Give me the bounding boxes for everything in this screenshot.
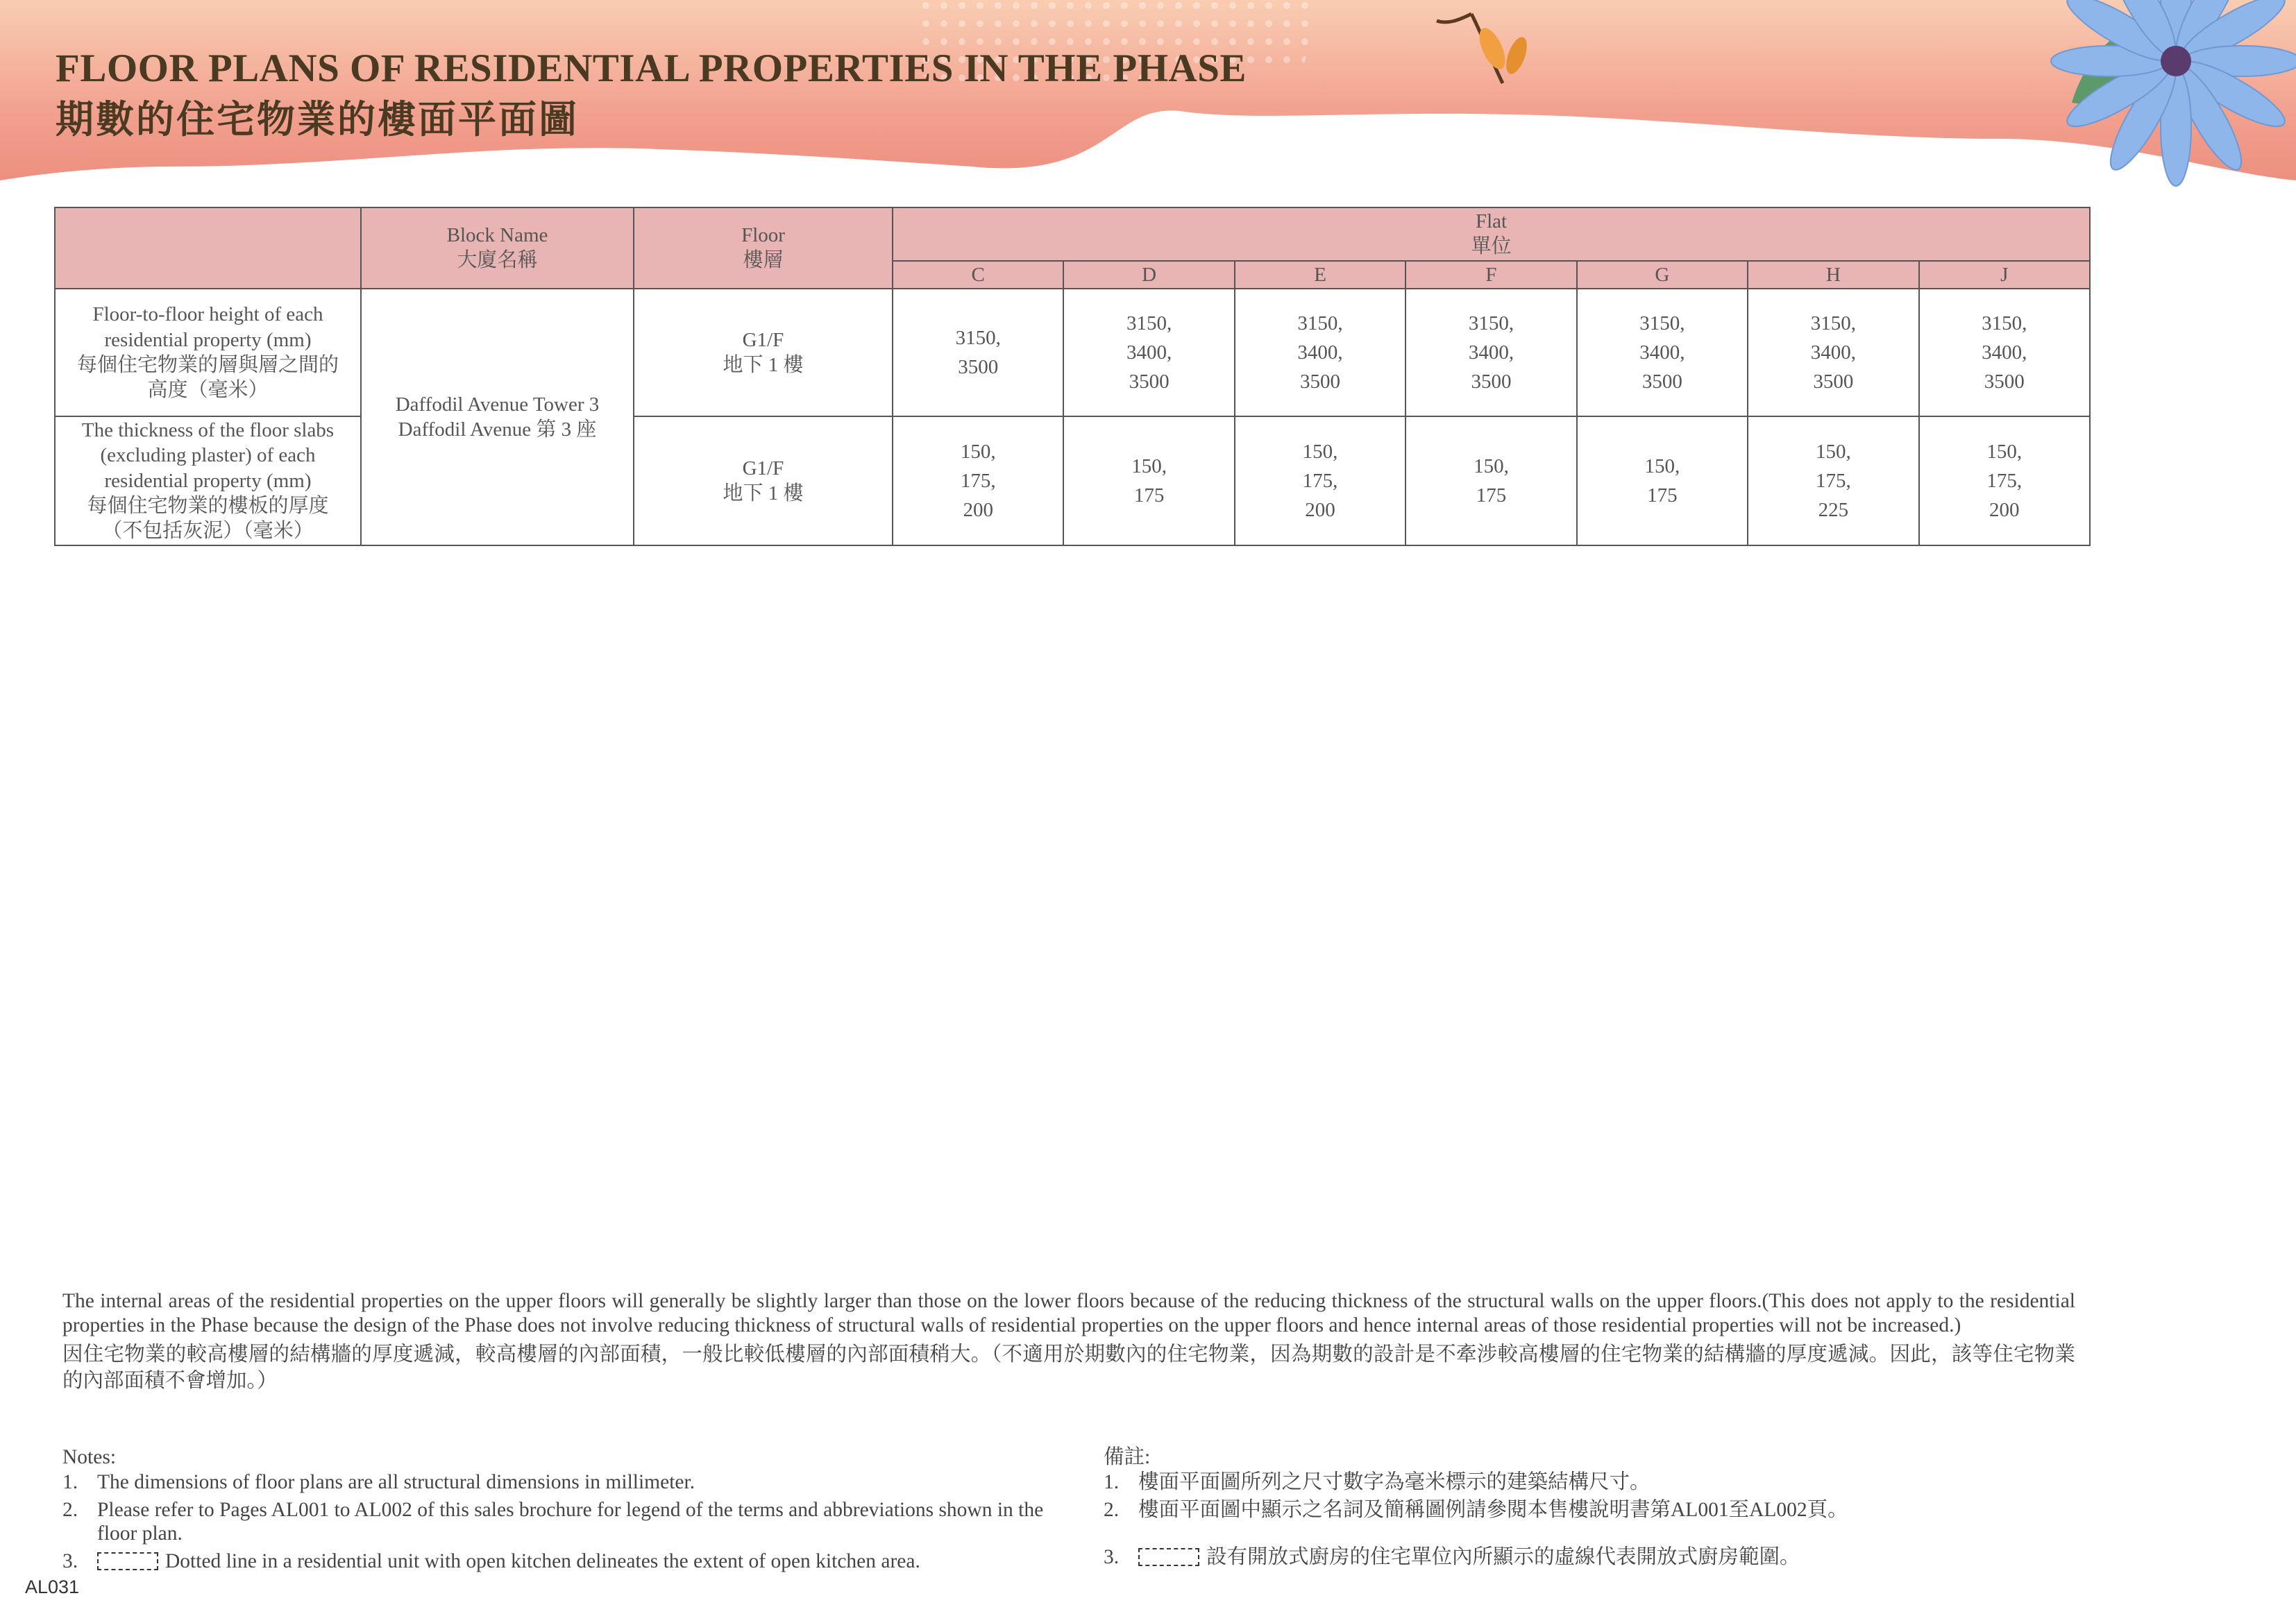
block-name-cell: Daffodil Avenue Tower 3 Daffodil Avenue 第 3 座 (361, 289, 634, 545)
value-cell-d: 150, 175 (1063, 416, 1234, 545)
flat-header-h: H (1748, 261, 1918, 289)
value-cell-h: 3150, 3400, 3500 (1748, 289, 1918, 416)
value-cell-h: 150, 175, 225 (1748, 416, 1918, 545)
header-flat: Flat 單位 (893, 207, 2090, 261)
row-label-floor-height: Floor-to-floor height of each residential property (mm) 每個住宅物業的層與層之間的 高度（毫米） (55, 289, 361, 416)
notes-zh (1104, 1446, 2075, 1574)
notes-heading-zh: 備註: (1104, 1446, 1151, 1468)
page-title-en: FLOOR PLANS OF RESIDENTIAL PROPERTIES IN THE PHASE (56, 46, 1247, 90)
flat-header-j: J (1919, 261, 2090, 289)
value-cell-g: 150, 175 (1577, 416, 1748, 545)
value-cell-g: 3150, 3400, 3500 (1577, 289, 1748, 416)
note-item: 2. 樓面平面圖中顯示之名詞及簡稱圖例請參閱本售樓說明書第AL001至AL002頁。 (1104, 1498, 1848, 1521)
note-item: 1. 樓面平面圖所列之尺寸數字為毫米標示的建築結構尺寸。 (1104, 1470, 1651, 1493)
dotted-box-icon (97, 1552, 158, 1570)
page-title-zh: 期數的住宅物業的樓面平面圖 (56, 99, 580, 141)
note-item: 2. Please refer to Pages AL001 to AL002 of this sales brochure for legend of the terms and abbreviations shown in the floor plan. (62, 1498, 1044, 1545)
value-cell-e: 150, 175, 200 (1235, 416, 1406, 545)
flat-header-f: F (1406, 261, 1576, 289)
header-floor: Floor 樓層 (634, 207, 893, 289)
note-item: 3. Dotted line in a residential unit with open kitchen delineates the extent of open kitchen area. (62, 1549, 920, 1572)
header-blank-cell (55, 207, 361, 289)
flat-header-e: E (1235, 261, 1406, 289)
floor-spec-table (54, 207, 2091, 546)
value-cell-c: 3150, 3500 (893, 289, 1063, 416)
internal-area-paragraph (62, 1289, 2075, 1394)
page-number: AL031 (25, 1577, 80, 1597)
floor-cell: G1/F 地下 1 樓 (634, 416, 893, 545)
flat-header-g: G (1577, 261, 1748, 289)
flat-header-d: D (1063, 261, 1234, 289)
header-block-name: Block Name 大廈名稱 (361, 207, 634, 289)
note-item: 3. 設有開放式廚房的住宅單位內所顯示的虛線代表開放式廚房範圍。 (1104, 1545, 1800, 1568)
flat-header-c: C (893, 261, 1063, 289)
value-cell-e: 3150, 3400, 3500 (1235, 289, 1406, 416)
value-cell-f: 3150, 3400, 3500 (1406, 289, 1576, 416)
value-cell-j: 150, 175, 200 (1919, 416, 2090, 545)
notes-heading-en: Notes: (62, 1446, 117, 1468)
table-row-slab-thickness (55, 416, 2090, 545)
value-cell-c: 150, 175, 200 (893, 416, 1063, 545)
table-row-floor-height (55, 289, 2090, 416)
dotted-box-icon (1138, 1548, 1199, 1566)
notes-en (62, 1446, 1048, 1578)
note-item: 1. The dimensions of floor plans are all structural dimensions in millimeter. (62, 1470, 695, 1493)
value-cell-d: 3150, 3400, 3500 (1063, 289, 1234, 416)
value-cell-j: 3150, 3400, 3500 (1919, 289, 2090, 416)
row-label-slab-thickness: The thickness of the floor slabs (excluding plaster) of each residential property (mm) 每個住宅物業的樓板的厚度 （不包括灰泥）（毫米） (55, 416, 361, 545)
value-cell-f: 150, 175 (1406, 416, 1576, 545)
paragraph-zh: 因住宅物業的較高樓層的結構牆的厚度遞減，較高樓層的內部面積，一般比較低樓層的內部面積稍大。（不適用於期數內的住宅物業，因為期數的設計是不牽涉較高樓層的住宅物業的結構牆的厚度遞減。因此，該等住宅物業的內部面積不會增加。） (62, 1343, 2075, 1393)
floor-cell: G1/F 地下 1 樓 (634, 289, 893, 416)
paragraph-en: The internal areas of the residential properties on the upper floors will generally be slightly larger than those on the lower floors because of the reducing thickness of the structural walls on the upper floors.(This does not apply to the residential properties in the Phase because the design of the Phase does not involve reducing thickness of structural walls of residential properties on the upper floors and hence internal areas of those residential properties will not be increased.) (62, 1290, 2075, 1337)
